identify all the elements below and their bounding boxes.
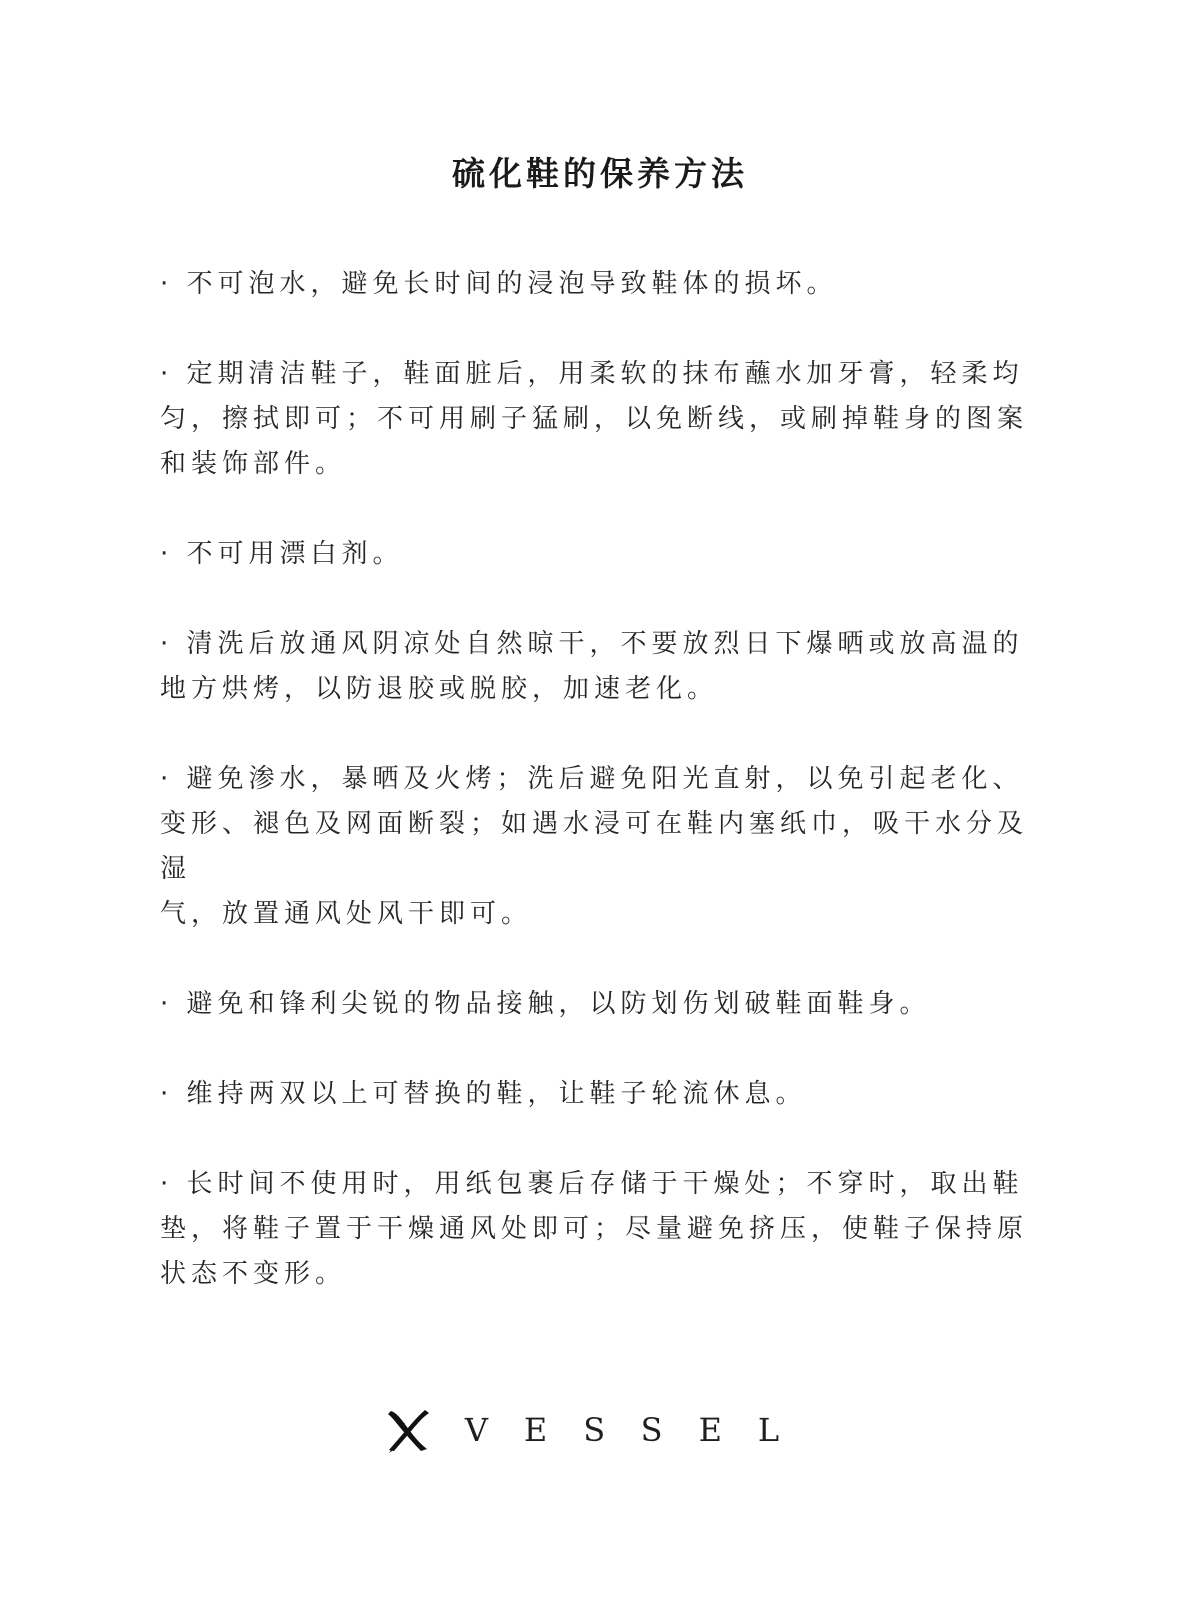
care-item: [160, 622, 1040, 712]
page-title: 硫化鞋的保养方法: [452, 154, 748, 193]
brand-footer: [0, 1402, 1200, 1458]
care-item: [160, 262, 1040, 307]
care-item-text: · 不可用漂白剂。: [160, 539, 404, 569]
care-item-text: · 避免和锋利尖锐的物品接触，以防划伤划破鞋面鞋身。: [160, 989, 931, 1019]
care-item: [160, 1162, 1040, 1297]
care-item: [160, 352, 1040, 487]
care-item-text: · 清洗后放通风阴凉处自然晾干，不要放烈日下爆晒或放高温的地方烘烤，以防退胶或脱胶，加速老化。: [160, 629, 1024, 704]
care-item-text: · 维持两双以上可替换的鞋，让鞋子轮流休息。: [160, 1079, 807, 1109]
care-item-text: · 不可泡水，避免长时间的浸泡导致鞋体的损坏。: [160, 269, 838, 299]
care-item: [160, 757, 1040, 937]
care-instructions: [160, 262, 1040, 1342]
care-item-text: · 定期清洁鞋子，鞋面脏后，用柔软的抹布蘸水加牙膏，轻柔均匀，擦拭即可；不可用刷子猛刷，以免断线，或刷掉鞋身的图案和装饰部件。: [160, 359, 1029, 479]
care-item: [160, 1072, 1040, 1117]
brand-name: VESSEL: [464, 1411, 816, 1449]
x-brush-logo-icon: [385, 1407, 431, 1453]
care-item: [160, 532, 1040, 577]
care-item-text: · 长时间不使用时，用纸包裹后存储于干燥处；不穿时，取出鞋垫，将鞋子置于干燥通风处即可；尽量避免挤压，使鞋子保持原状态不变形。: [160, 1169, 1029, 1289]
care-item: [160, 982, 1040, 1027]
care-item-text: · 避免渗水，暴晒及火烤；洗后避免阳光直射，以免引起老化、变形、褪色及网面断裂；如遇水浸可在鞋内塞纸巾，吸干水分及湿 气，放置通风处风干即可。: [160, 764, 1029, 929]
